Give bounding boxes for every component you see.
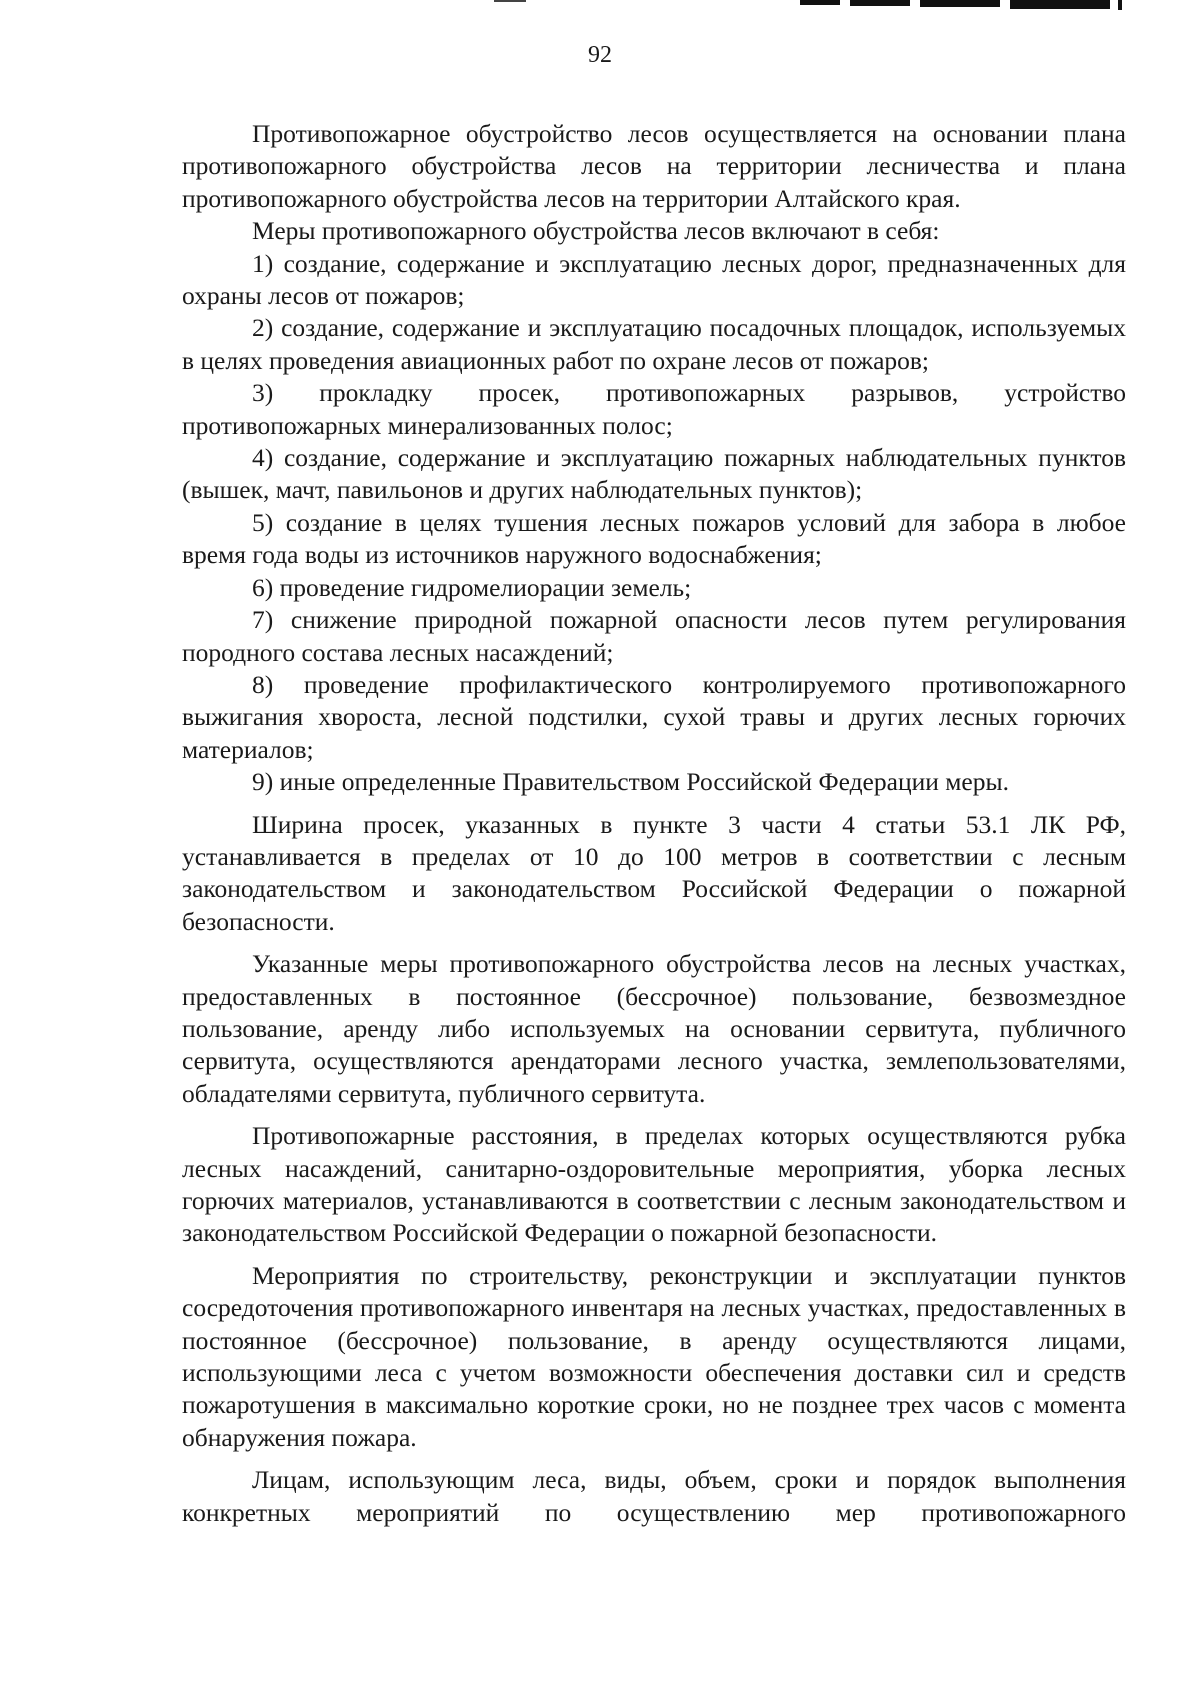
- list-item-5: 5) создание в целях тушения лесных пожаров условий для забора в любое время года воды из источников наружного водоснабжения;: [182, 507, 1126, 570]
- list-item-7: 7) снижение природной пожарной опасности лесов путем регулирования породного состава лесных насаждений;: [182, 605, 1126, 667]
- scan-artifact: [800, 0, 840, 5]
- document-body: [182, 118, 1126, 1529]
- list-item-4: 4) создание, содержание и эксплуатацию пожарных наблюдательных пунктов (вышек, мачт, павильонов и других наблюдательных пунктов);: [182, 443, 1126, 505]
- list-item-3: 3) прокладку просек, противопожарных разрывов, устройство противопожарных минерализованных полос;: [182, 378, 1126, 440]
- page-number: 92: [588, 42, 612, 68]
- list-item-9: 9) иные определенные Правительством Российской Федерации меры.: [252, 767, 1009, 797]
- paragraph-equipment-points: Мероприятия по строительству, реконструкции и эксплуатации пунктов сосредоточения противопожарного инвентаря на лесных участках, предоставленных в постоянное (бессрочное) пользование, в аренду осуществляются лицами, использующими леса с учетом возможности обеспечения доставки сил и средств пожаротушения в максимально короткие сроки, но не позднее трех часов с момента обнаружения пожара.: [182, 1260, 1126, 1452]
- paragraph-intro: Противопожарное обустройство лесов осуществляется на основании плана противопожарного обустройства лесов на территории лесничества и плана противопожарного обустройства лесов на территории Алтайского края.: [182, 119, 1126, 213]
- paragraph-fire-distances: Противопожарные расстояния, в пределах которых осуществляются рубка лесных насаждений, санитарно-оздоровительные мероприятия, уборка лесных горючих материалов, устанавливаются в соответствии с лесным законодательством и законодательством Российской Федерации о пожарной безопасности.: [182, 1121, 1126, 1248]
- list-item-2: 2) создание, содержание и эксплуатацию посадочных площадок, используемых в целях проведения авиационных работ по охране лесов от пожаров;: [182, 313, 1126, 375]
- list-item-1: 1) создание, содержание и эксплуатацию лесных дорог, предназначенных для охраны лесов от пожаров;: [182, 248, 1126, 311]
- list-item-8: 8) проведение профилактического контролируемого противопожарного выжигания хвороста, лесной подстилки, сухой травы и других лесных горючих материалов;: [182, 669, 1126, 764]
- paragraph-clearing-width: Ширина просек, указанных в пункте 3 части 4 статьи 53.1 ЛК РФ, устанавливается в пределах от 10 до 100 метров в соответствии с лесным законодательством и законодательством Российской Федерации о пожарной безопасности.: [182, 809, 1126, 936]
- scan-artifact: [850, 0, 910, 6]
- scan-artifact: [1010, 0, 1110, 9]
- paragraph-forest-users: Лицам, использующим леса, виды, объем, сроки и порядок выполнения конкретных мероприятий по осуществлению мер противопожарного: [182, 1465, 1126, 1527]
- paragraph-responsible-parties: Указанные меры противопожарного обустройства лесов на лесных участках, предоставленных в постоянное (бессрочное) пользование, безвозмездное пользование, аренду либо используемых на основании сервитута, публичного сервитута, осуществляются арендаторами лесного участка, землепользователями, обладателями сервитута, публичного сервитута.: [182, 949, 1126, 1108]
- scan-artifact: [920, 0, 1000, 7]
- scan-artifact: [1118, 0, 1122, 10]
- paragraph-measures-heading: Меры противопожарного обустройства лесов включают в себя:: [252, 216, 940, 246]
- scan-artifact: [494, 0, 526, 2]
- list-item-6: 6) проведение гидромелиорации земель;: [252, 572, 692, 602]
